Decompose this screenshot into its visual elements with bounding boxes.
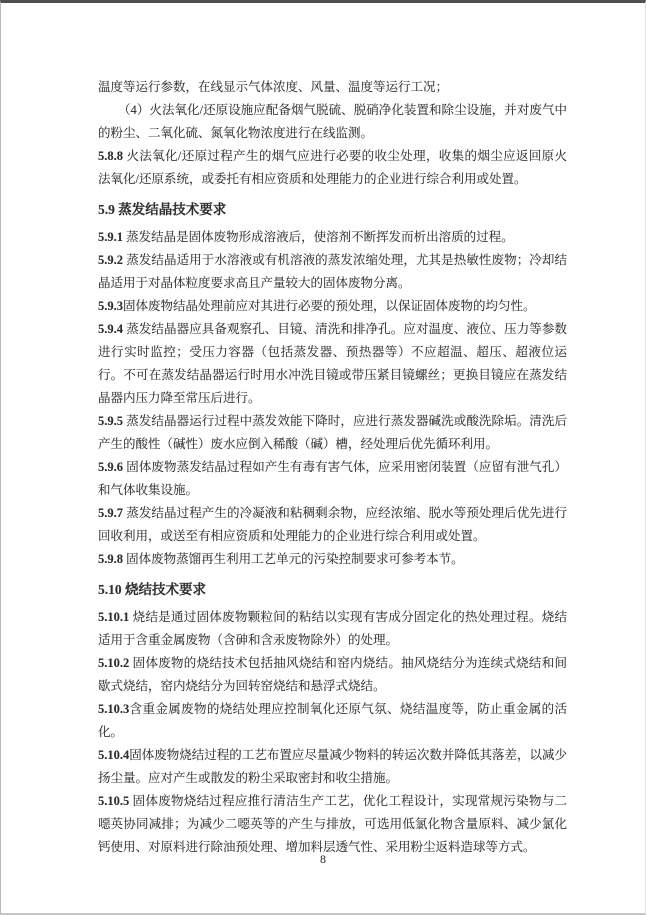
section-heading [98,578,567,601]
section-number: 5.10.2 [98,656,133,670]
page-footer [1,852,645,867]
paragraph-text: 固体废物烧结过程应推行清洁生产工艺，优化工程设计，实现常规污染物与二噁英协同减排；为减少二噁英等的产生与排放，可选用低氯化物含量原料、减少氯化钙使用、对原料进行除油预处理、增加料层透气性、采用粉尘返料造球等方式。 [98,794,568,854]
section-paragraph [98,318,567,410]
section-number: 5.9.1 [98,230,127,244]
paragraph-text: 蒸发结晶技术要求 [118,202,227,217]
paragraph-text: 火法氧化/还原过程产生的烟气应进行必要的收尘处理，收集的烟尘应返回原火法氧化/还原系统，或委托有相应资质和处理能力的企业进行综合利用或处置。 [98,149,567,186]
paragraph-text: 烧结技术要求 [125,582,206,597]
paragraph-text: 固体废物烧结过程的工艺布置应尽量减少物料的转运次数并降低其落差，以减少扬尘量。应对产生或散发的粉尘采取密封和收尘措施。 [98,748,567,785]
section-paragraph [98,652,567,698]
section-number: 5.9.7 [98,506,127,520]
section-paragraph [98,76,567,99]
section-number: 5.9.5 [98,414,127,428]
section-number: 5.10.1 [98,610,133,624]
paragraph-text: 蒸发结晶器应具备观察孔、目镜、清洗和排净孔。应对温度、液位、压力等参数进行实时监控；受压力容器（包括蒸发器、预热器等）不应超温、超压、超液位运行。不可在蒸发结晶器运行时用水冲洗目镜或带压紧目镜螺丝；更换目镜应在蒸发结晶器内压力降至常压后进行。 [98,322,567,405]
document-content [1,3,645,859]
paragraph-text: 固体废物的烧结技术包括抽风烧结和窑内烧结。抽风烧结分为连续式烧结和间歇式烧结，窑内烧结分为回转窑烧结和悬浮式烧结。 [98,656,568,693]
paragraph-text: 蒸发结晶器运行过程中蒸发效能下降时，应进行蒸发器碱洗或酸洗除垢。清洗后产生的酸性（碱性）废水应倒入稀酸（碱）槽，经处理后优先循环利用。 [98,414,567,451]
section-paragraph [98,606,567,652]
paragraph-text: （4）火法氧化/还原设施应配备烟气脱硫、脱硝净化装置和除尘设施，并对废气中的粉尘、二氧化硫、氮氧化物浓度进行在线监测。 [98,103,567,140]
page-number: 8 [320,852,326,866]
section-paragraph [98,790,567,859]
paragraph-text: 固体废物结晶处理前应对其进行必要的预处理，以保证固体废物的均匀性。 [123,299,536,313]
section-number: 5.9.2 [98,253,127,267]
section-number: 5.10 [98,582,125,597]
section-number: 5.10.5 [98,794,133,808]
section-number: 5.8.8 [98,149,127,163]
section-paragraph [98,295,567,318]
section-paragraph [98,99,567,145]
section-paragraph [98,548,567,571]
section-paragraph [98,456,567,502]
paragraph-text: 蒸发结晶是固体废物形成溶液后，使溶剂不断挥发而析出溶质的过程。 [126,230,514,244]
section-number: 5.10.3 [98,702,130,716]
section-number: 5.9.8 [98,552,127,566]
paragraph-text: 烧结是通过固体废物颗粒间的粘结以实现有害成分固定化的热处理过程。烧结适用于含重金属废物（含砷和含汞废物除外）的处理。 [98,610,568,647]
section-number: 5.10.4 [98,748,130,762]
paragraph-text: 固体废物蒸发结晶过程如产生有毒有害气体，应采用密闭装置（应留有泄气孔）和气体收集设施。 [98,460,567,497]
paragraph-text: 温度等运行参数，在线显示气体浓度、风量、温度等运行工况； [98,80,449,94]
section-number: 5.9.6 [98,460,127,474]
section-number: 5.9.3 [98,299,123,313]
section-paragraph [98,410,567,456]
paragraph-text: 含重金属废物的烧结处理应控制氧化还原气氛、烧结温度等，防止重金属的活化。 [98,702,567,739]
section-paragraph [98,744,567,790]
section-heading [98,198,567,221]
section-paragraph [98,145,567,191]
section-number: 5.9.4 [98,322,127,336]
section-number: 5.9 [98,202,119,217]
paragraph-text: 蒸发结晶过程产生的冷凝液和粘稠剩余物，应经浓缩、脱水等预处理后优先进行回收利用，或送至有相应资质和处理能力的企业进行综合利用或处置。 [98,506,567,543]
section-paragraph [98,249,567,295]
paragraph-text: 蒸发结晶适用于水溶液或有机溶液的蒸发浓缩处理，尤其是热敏性废物；冷却结晶适用于对晶体粒度要求高且产量较大的固体废物分离。 [98,253,567,290]
section-paragraph [98,502,567,548]
paragraph-text: 固体废物蒸馏再生利用工艺单元的污染控制要求可参考本节。 [126,552,464,566]
section-paragraph [98,698,567,744]
section-paragraph [98,226,567,249]
